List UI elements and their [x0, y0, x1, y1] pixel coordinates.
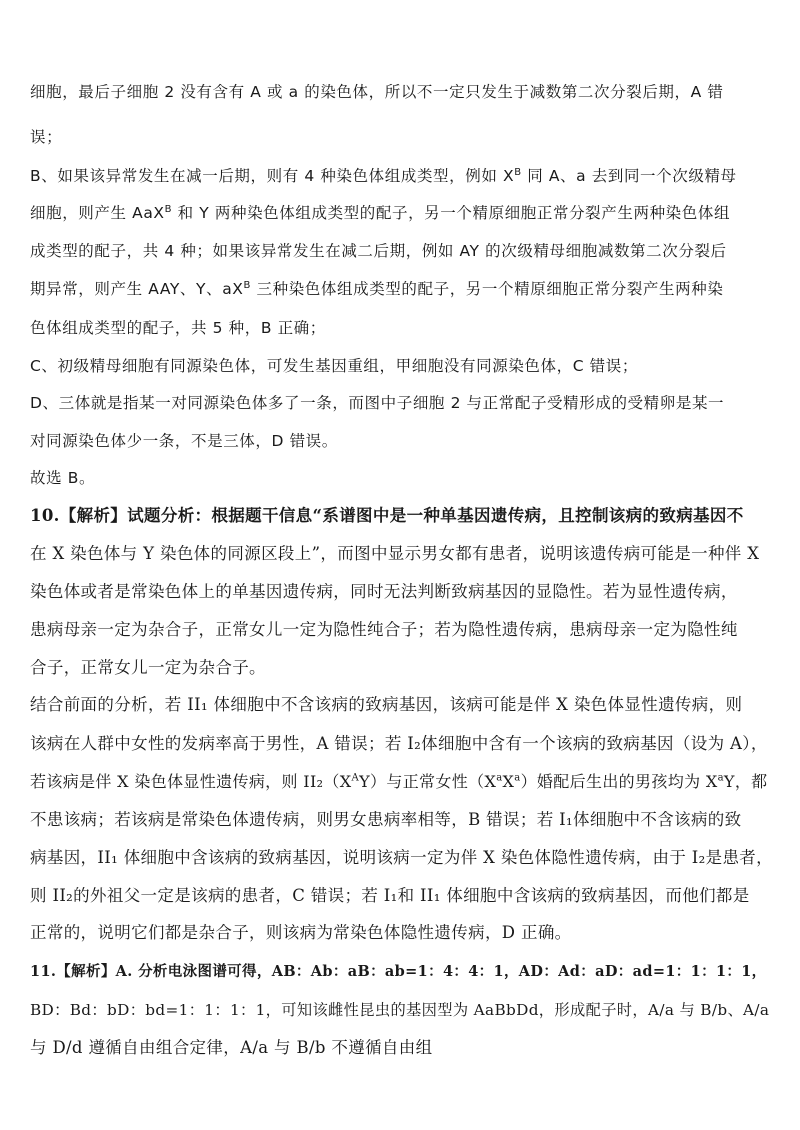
text-line-16: 合子，正常女儿一定为杂合子。: [30, 658, 266, 677]
text-line-20: 不患该病；若该病是常染色体遗传病，则男女患病率相等，B 错误；若 I₁体细胞中不含该病的致: [30, 810, 742, 829]
text-line-12: 10.【解析】试题分析：根据题干信息“系谱图中是一种单基因遗传病，且控制该病的致病基因不: [30, 506, 744, 525]
text-line-14: 染色体或者是常染色体上的单基因遗传病，同时无法判断致病基因的显隐性。若为显性遗传病，: [30, 582, 738, 601]
text-line-2: 误；: [30, 128, 63, 146]
text-line-9: D、三体就是指某一对同源染色体多了一条，而图中子细胞 2 与正常配子受精形成的受精卵是某一: [30, 394, 725, 412]
text-line-7: 色体组成类型的配子，共 5 种，B 正确；: [30, 319, 326, 337]
text-line-24: 11.【解析】A. 分析电泳图谱可得，AB：Ab：aB：ab=1：4：4：1，AD：Ad：aD：ad=1：1：1：1，: [30, 963, 767, 980]
text-line-25: BD：Bd：bD：bd=1：1：1：1，可知该雌性昆虫的基因型为 AaBbDd，形成配子时，A/a 与 B/b、A/a: [30, 1001, 770, 1019]
text-line-15: 患病母亲一定为杂合子，正常女儿一定为隐性纯合子；若为隐性遗传病，患病母亲一定为隐性纯: [30, 620, 738, 639]
text-line-10: 对同源染色体少一条，不是三体，D 错误。: [30, 432, 338, 450]
text-line-3: B、如果该异常发生在减一后期，则有 4 种染色体组成类型，例如 $X^B$ 同 A、a 去到同一个次级精母: [30, 166, 737, 185]
text-line-4: 细胞，则产生 AaX$^B$ 和 Y 两种染色体组成类型的配子，另一个精原细胞正常分裂产生两种染色体组: [30, 203, 731, 222]
text-line-1: 细胞，最后子细胞 2 没有含有 A 或 a 的染色体，所以不一定只发生于减数第二次分裂后期，A 错: [30, 83, 724, 101]
text-line-23: 正常的，说明它们都是杂合子，则该病为常染色体隐性遗传病，D 正确。: [30, 923, 572, 942]
text-line-6: 期异常，则产生 AAY、Y、$aX^B$ 三种染色体组成类型的配子，另一个精原细胞正常分裂产生两种染: [30, 279, 724, 298]
text-line-8: C、初级精母细胞有同源染色体，可发生基因重组，甲细胞没有同源染色体，C 错误；: [30, 357, 638, 375]
text-line-21: 病基因，II₁ 体细胞中含该病的致病基因，说明该病一定为伴 X 染色体隐性遗传病，由于 I₂是患者，: [30, 848, 774, 867]
text-line-19: 若该病是伴 X 染色体显性遗传病，则 $II_2(X^AY)$与正常女性$(X^aX^a)$婚配后生出的男孩均为 $X^aY$，都: [30, 772, 768, 791]
text-line-18: 该病在人群中女性的发病率高于男性，A 错误；若 I₂体细胞中含有一个该病的致病基因（设为 A），: [30, 734, 768, 753]
text-line-17: 结合前面的分析，若 II₁ 体细胞中不含该病的致病基因，该病可能是伴 X 染色体显性遗传病，则: [30, 695, 743, 714]
text-line-5: 成类型的配子，共 4 种；如果该异常发生在减二后期，例如 AY 的次级精母细胞减数第二次分裂后: [30, 242, 727, 260]
text-line-13: 在 X 染色体与 Y 染色体的同源区段上”，而图中显示男女都有患者，说明该遗传病可能是一种伴 X: [30, 544, 760, 563]
text-line-22: 则 II₂的外祖父一定是该病的患者，C 错误；若 I₁和 II₁ 体细胞中含该病的致病基因，而他们都是: [30, 886, 750, 905]
text-line-26: 与 D/d 遵循自由组合定律，A/a 与 B/b 不遵循自由组: [30, 1038, 433, 1057]
text-line-11: 故选 B。: [30, 469, 96, 487]
